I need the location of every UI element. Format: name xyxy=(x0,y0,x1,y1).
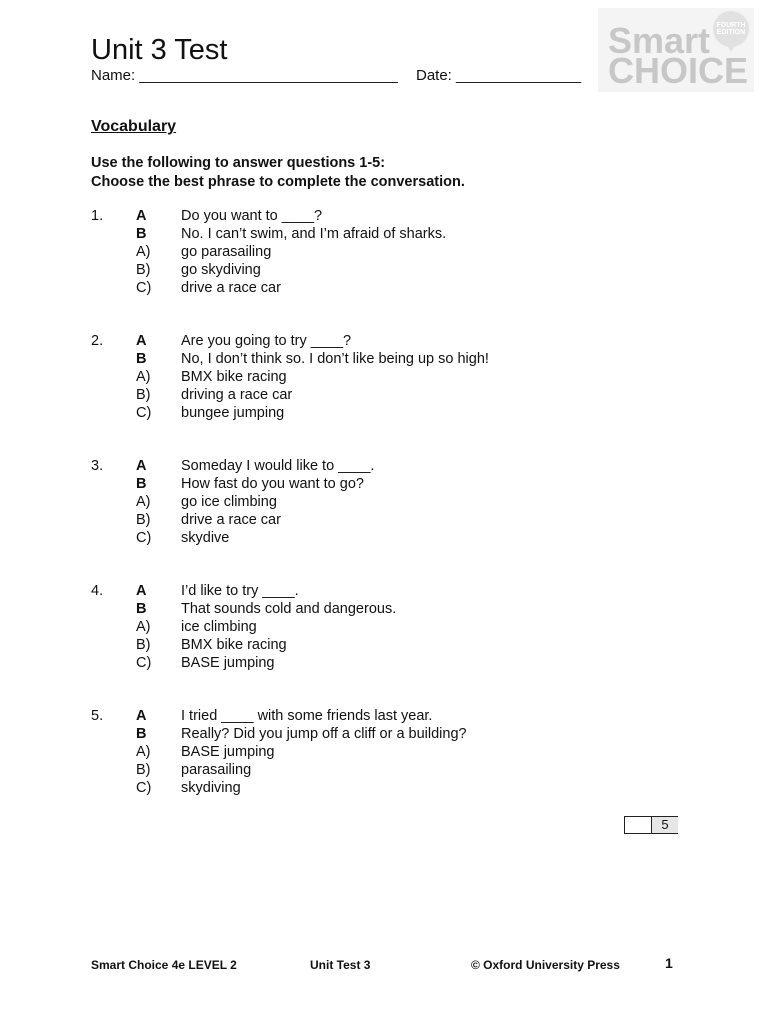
answer-option xyxy=(0,369,768,387)
speaker-a-label: A xyxy=(136,208,147,224)
dialogue-line-a xyxy=(0,208,768,226)
instruction-line-2: Choose the best phrase to complete the conversation. xyxy=(91,174,465,190)
question-number: 5. xyxy=(91,708,104,724)
dialogue-line-b xyxy=(0,601,768,619)
logo-word-choice: CHOICE xyxy=(608,50,749,91)
answer-option xyxy=(0,405,768,423)
answer-option xyxy=(0,262,768,280)
option-label: B) xyxy=(136,637,151,653)
option-text: bungee jumping xyxy=(181,405,285,421)
answer-option xyxy=(0,780,768,798)
option-label: A) xyxy=(136,494,151,510)
speaker-b-text: No, I don’t think so. I don’t like being up so high! xyxy=(181,351,489,367)
option-text: driving a race car xyxy=(181,387,293,403)
badge-line-2: EDITION xyxy=(716,29,746,36)
option-label: B) xyxy=(136,512,151,528)
dialogue-line-b xyxy=(0,726,768,744)
option-label: B) xyxy=(136,387,151,403)
option-label: C) xyxy=(136,405,152,421)
dialogue-line-a xyxy=(0,333,768,351)
option-text: skydiving xyxy=(181,780,241,796)
speaker-a-label: A xyxy=(136,708,147,724)
option-label: C) xyxy=(136,530,152,546)
dialogue-line-a xyxy=(0,458,768,476)
section-heading: Vocabulary xyxy=(91,118,177,135)
footer-publisher: © Oxford University Press xyxy=(471,958,620,972)
option-label: A) xyxy=(136,369,151,385)
option-label: C) xyxy=(136,655,152,671)
speaker-b-text: No. I can’t swim, and I’m afraid of sharks. xyxy=(181,226,447,242)
option-text: go parasailing xyxy=(181,244,272,260)
answer-option xyxy=(0,619,768,637)
option-text: BMX bike racing xyxy=(181,637,287,653)
score-points: 5 xyxy=(652,817,678,833)
speaker-b-text: How fast do you want to go? xyxy=(181,476,364,492)
option-label: B) xyxy=(136,262,151,278)
option-label: A) xyxy=(136,744,151,760)
speaker-b-label: B xyxy=(136,226,147,242)
speaker-b-text: That sounds cold and dangerous. xyxy=(181,601,397,617)
speaker-b-label: B xyxy=(136,351,147,367)
speaker-b-label: B xyxy=(136,476,147,492)
speaker-a-label: A xyxy=(136,333,147,349)
option-text: parasailing xyxy=(181,762,252,778)
footer-level: Smart Choice 4e LEVEL 2 xyxy=(91,958,237,972)
dialogue-line-b xyxy=(0,476,768,494)
option-text: skydive xyxy=(181,530,230,546)
option-text: BMX bike racing xyxy=(181,369,287,385)
option-label: A) xyxy=(136,619,151,635)
option-text: go ice climbing xyxy=(181,494,277,510)
option-text: drive a race car xyxy=(181,512,281,528)
answer-option xyxy=(0,637,768,655)
option-label: C) xyxy=(136,780,152,796)
speaker-a-text: I’d like to try ____. xyxy=(181,583,299,599)
answer-option xyxy=(0,244,768,262)
instruction-line-1: Use the following to answer questions 1-5: xyxy=(91,155,386,171)
badge-line-1: FOURTH xyxy=(716,22,746,29)
option-label: B) xyxy=(136,762,151,778)
answer-option xyxy=(0,762,768,780)
dialogue-line-b xyxy=(0,351,768,369)
question-number: 4. xyxy=(91,583,104,599)
answer-option xyxy=(0,512,768,530)
option-text: BASE jumping xyxy=(181,744,275,760)
speaker-a-label: A xyxy=(136,583,147,599)
badge-pointer-icon xyxy=(725,42,737,52)
answer-option xyxy=(0,744,768,762)
page-title: Unit 3 Test xyxy=(91,34,228,66)
answer-option xyxy=(0,655,768,673)
option-text: drive a race car xyxy=(181,280,281,296)
score-box xyxy=(624,816,678,834)
logo-word-smart: Smart xyxy=(608,20,711,61)
dialogue-line-a xyxy=(0,583,768,601)
speaker-b-text: Really? Did you jump off a cliff or a building? xyxy=(181,726,467,742)
footer-unit: Unit Test 3 xyxy=(310,958,371,972)
question-number: 3. xyxy=(91,458,104,474)
name-field-line: Name: _______________________________ xyxy=(91,67,398,84)
speaker-a-text: Do you want to ____? xyxy=(181,208,323,224)
speaker-b-label: B xyxy=(136,726,147,742)
speaker-a-text: Are you going to try ____? xyxy=(181,333,352,349)
option-label: A) xyxy=(136,244,151,260)
speaker-a-text: I tried ____ with some friends last year. xyxy=(181,708,433,724)
answer-option xyxy=(0,280,768,298)
dialogue-line-b xyxy=(0,226,768,244)
smart-choice-logo xyxy=(598,8,754,92)
speaker-a-text: Someday I would like to ____. xyxy=(181,458,375,474)
dialogue-line-a xyxy=(0,708,768,726)
page-number: 1 xyxy=(665,955,673,971)
option-text: ice climbing xyxy=(181,619,257,635)
answer-option xyxy=(0,530,768,548)
speaker-b-label: B xyxy=(136,601,147,617)
date-field-line: Date: _______________ xyxy=(416,67,582,84)
option-label: C) xyxy=(136,280,152,296)
option-text: go skydiving xyxy=(181,262,261,278)
option-text: BASE jumping xyxy=(181,655,275,671)
answer-option xyxy=(0,387,768,405)
question-number: 2. xyxy=(91,333,104,349)
answer-option xyxy=(0,494,768,512)
speaker-a-label: A xyxy=(136,458,147,474)
question-number: 1. xyxy=(91,208,104,224)
